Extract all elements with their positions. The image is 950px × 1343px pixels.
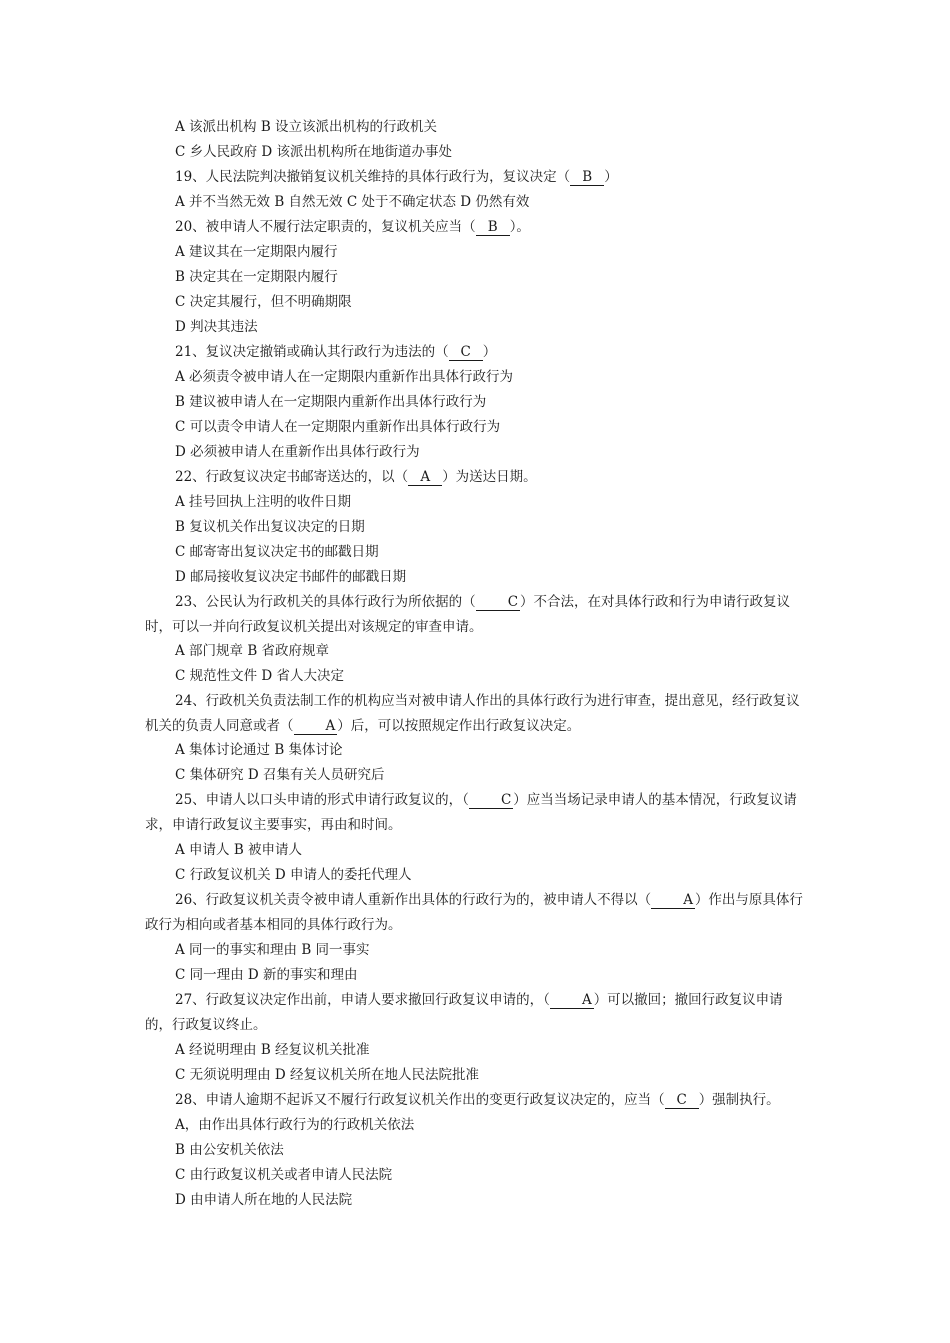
option-line: A 经说明理由 B 经复议机关批准: [175, 1042, 370, 1058]
option-line: C 无须说明理由 D 经复议机关所在地人民法院批准: [175, 1067, 480, 1083]
question-27: [145, 988, 805, 1038]
question-text: ）强制执行。: [698, 1092, 780, 1108]
question-text: 20、被申请人不履行法定职责的，复议机关应当（: [175, 219, 476, 235]
option-line: A 并不当然无效 B 自然无效 C 处于不确定状态 D 仍然有效: [175, 194, 530, 210]
answer-blank: C: [665, 1093, 699, 1109]
option-line: B 建议被申请人在一定期限内重新作出具体行政行为: [175, 394, 487, 410]
option-line: A 该派出机构 B 设立该派出机构的行政机关: [175, 119, 438, 135]
question-26: [145, 888, 805, 938]
question-text: 24、行政机关负责法制工作的机构应当对被申请人作出的具体行政行为进行审查，提出意见，经行政复议机关的负责人同意或者（: [145, 693, 800, 734]
question-text: 21、复议决定撤销或确认其行政行为违法的（: [175, 344, 449, 360]
question-text: 23、公民认为行政机关的具体行政行为所依据的（: [175, 594, 476, 610]
question-text: 26、行政复议机关责令被申请人重新作出具体的行政行为的，被申请人不得以（: [175, 892, 652, 908]
option-line: A 同一的事实和理由 B 同一事实: [175, 942, 370, 958]
option-line: C 行政复议机关 D 申请人的委托代理人: [175, 867, 412, 883]
question-23: [145, 590, 805, 640]
option-line: C 规范性文件 D 省人大决定: [175, 668, 345, 684]
option-line: C 可以责令申请人在一定期限内重新作出具体行政行为: [175, 419, 501, 435]
question-text: 25、申请人以口头申请的形式申请行政复议的，（: [175, 792, 469, 808]
question-text: ）不合法，在对具体行政和行为申请行政复议时，可以一并向行政复议机关提出对该规定的审查申请。: [145, 594, 791, 635]
question-text: 19、人民法院判决撤销复议机关维持的具体行政行为，复议决定（: [175, 169, 571, 185]
answer-blank: A: [651, 893, 695, 909]
question-text: 28、申请人逾期不起诉又不履行行政复议机关作出的变更行政复议决定的，应当（: [175, 1092, 665, 1108]
question-text: ）: [604, 169, 618, 185]
question-24: [145, 689, 805, 739]
question-28: [175, 1091, 780, 1109]
question-19: [175, 168, 618, 186]
option-line: A 部门规章 B 省政府规章: [175, 643, 330, 659]
option-line: A 必须责令被申请人在一定期限内重新作出具体行政行为: [175, 369, 514, 385]
option-line: A 申请人 B 被申请人: [175, 842, 303, 858]
option-line: A 挂号回执上注明的收件日期: [175, 494, 352, 510]
question-21: [175, 343, 496, 361]
option-line: A 建议其在一定期限内履行: [175, 244, 338, 260]
option-line: C 决定其履行，但不明确期限: [175, 294, 352, 310]
answer-blank: A: [408, 470, 442, 486]
question-22: [175, 468, 537, 486]
option-line: C 同一理由 D 新的事实和理由: [175, 967, 358, 983]
answer-blank: A: [550, 993, 594, 1009]
option-line: B 复议机关作出复议决定的日期: [175, 519, 365, 535]
question-text: ）: [482, 344, 497, 360]
option-line: B 由公安机关依法: [175, 1142, 284, 1158]
question-text: ）为送达日期。: [442, 469, 537, 485]
option-line: D 由申请人所在地的人民法院: [175, 1192, 353, 1208]
option-line: C 乡人民政府 D 该派出机构所在地街道办事处: [175, 144, 453, 160]
question-text: ）可以撤回；撤回行政复议申请的，行政复议终止。: [145, 992, 783, 1033]
option-line: A，由作出具体行政行为的行政机关依法: [175, 1117, 415, 1133]
answer-blank: C: [469, 793, 513, 809]
answer-blank: C: [449, 345, 483, 361]
option-line: C 邮寄寄出复议决定书的邮戳日期: [175, 544, 379, 560]
option-line: C 由行政复议机关或者申请人民法院: [175, 1167, 393, 1183]
question-20: [175, 218, 530, 236]
option-line: D 邮局接收复议决定书邮件的邮戳日期: [175, 569, 407, 585]
answer-blank: B: [476, 220, 510, 236]
question-text: ）作出与原具体行政行为相向或者基本相同的具体行政行为。: [145, 892, 803, 933]
answer-blank: C: [476, 595, 520, 611]
option-line: B 决定其在一定期限内履行: [175, 269, 338, 285]
question-25: [145, 788, 805, 838]
option-line: D 判决其违法: [175, 319, 258, 335]
option-line: D 必须被申请人在重新作出具体行政行为: [175, 444, 420, 460]
question-text: ）应当当场记录申请人的基本情况，行政复议请求，申请行政复议主要事实，再由和时间。: [145, 792, 797, 833]
question-text: 22、行政复议决定书邮寄送达的，以（: [175, 469, 409, 485]
option-line: C 集体研究 D 召集有关人员研究后: [175, 767, 385, 783]
answer-blank: A: [294, 719, 338, 735]
option-line: A 集体讨论通过 B 集体讨论: [175, 742, 343, 758]
question-text: ）后，可以按照规定作出行政复议决定。: [337, 717, 581, 734]
answer-blank: B: [570, 170, 604, 186]
question-text: ）。: [509, 219, 530, 235]
question-text: 27、行政复议决定作出前，申请人要求撤回行政复议申请的，（: [175, 992, 550, 1008]
